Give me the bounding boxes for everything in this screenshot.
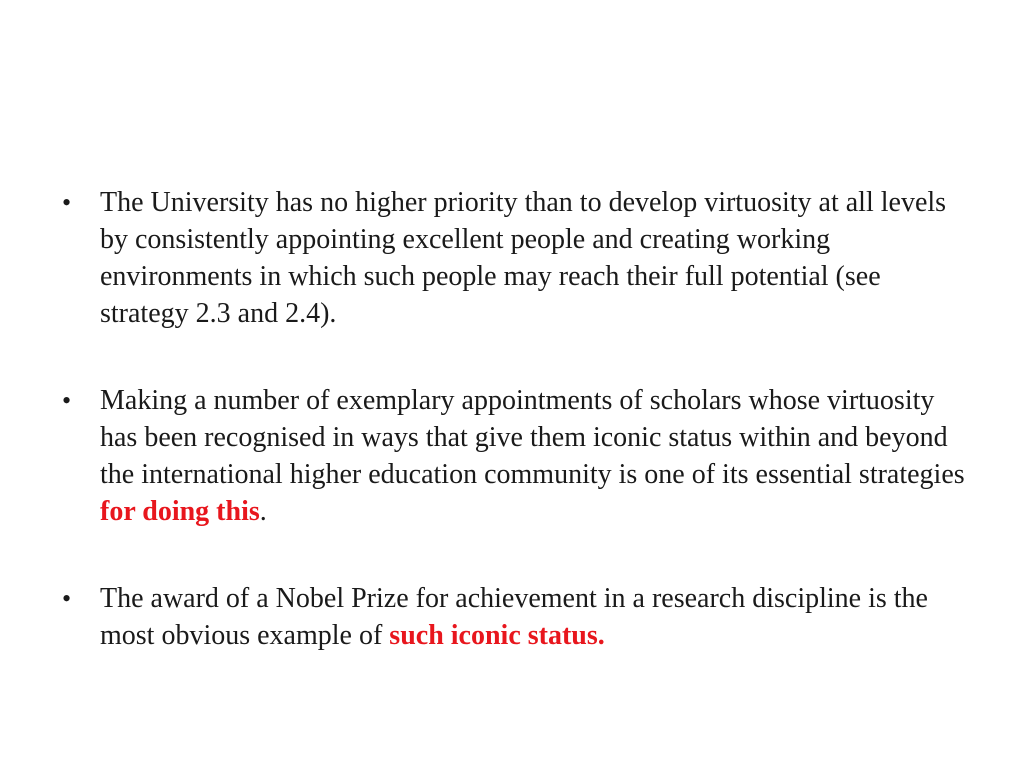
bullet-item-2 [62,382,972,530]
bullet-icon: • [62,188,72,217]
bullet-icon: • [62,584,72,613]
bullet-icon: • [62,386,72,415]
bullet-list [62,184,972,654]
bullet-emphasis: such iconic status. [389,620,605,651]
bullet-text-end: . [259,496,267,527]
bullet-text: The University has no higher priority than to develop virtuosity at all levels by consistently appointing excellent people and creating working environments in which such people may reach their full potential (see strategy 2.3 and 2.4). [100,187,947,329]
bullet-text: Making a number of exemplary appointments of scholars whose virtuosity has been recognised in ways that give them iconic status within and beyond the international higher education community is one of its essential strategies [100,385,965,490]
bullet-item-1 [62,184,972,332]
bullet-text: The award of a Nobel Prize for achievement in a research discipline is the most obvious example of [100,583,928,651]
bullet-emphasis: for doing this [100,496,260,527]
bullet-item-3 [62,580,972,654]
